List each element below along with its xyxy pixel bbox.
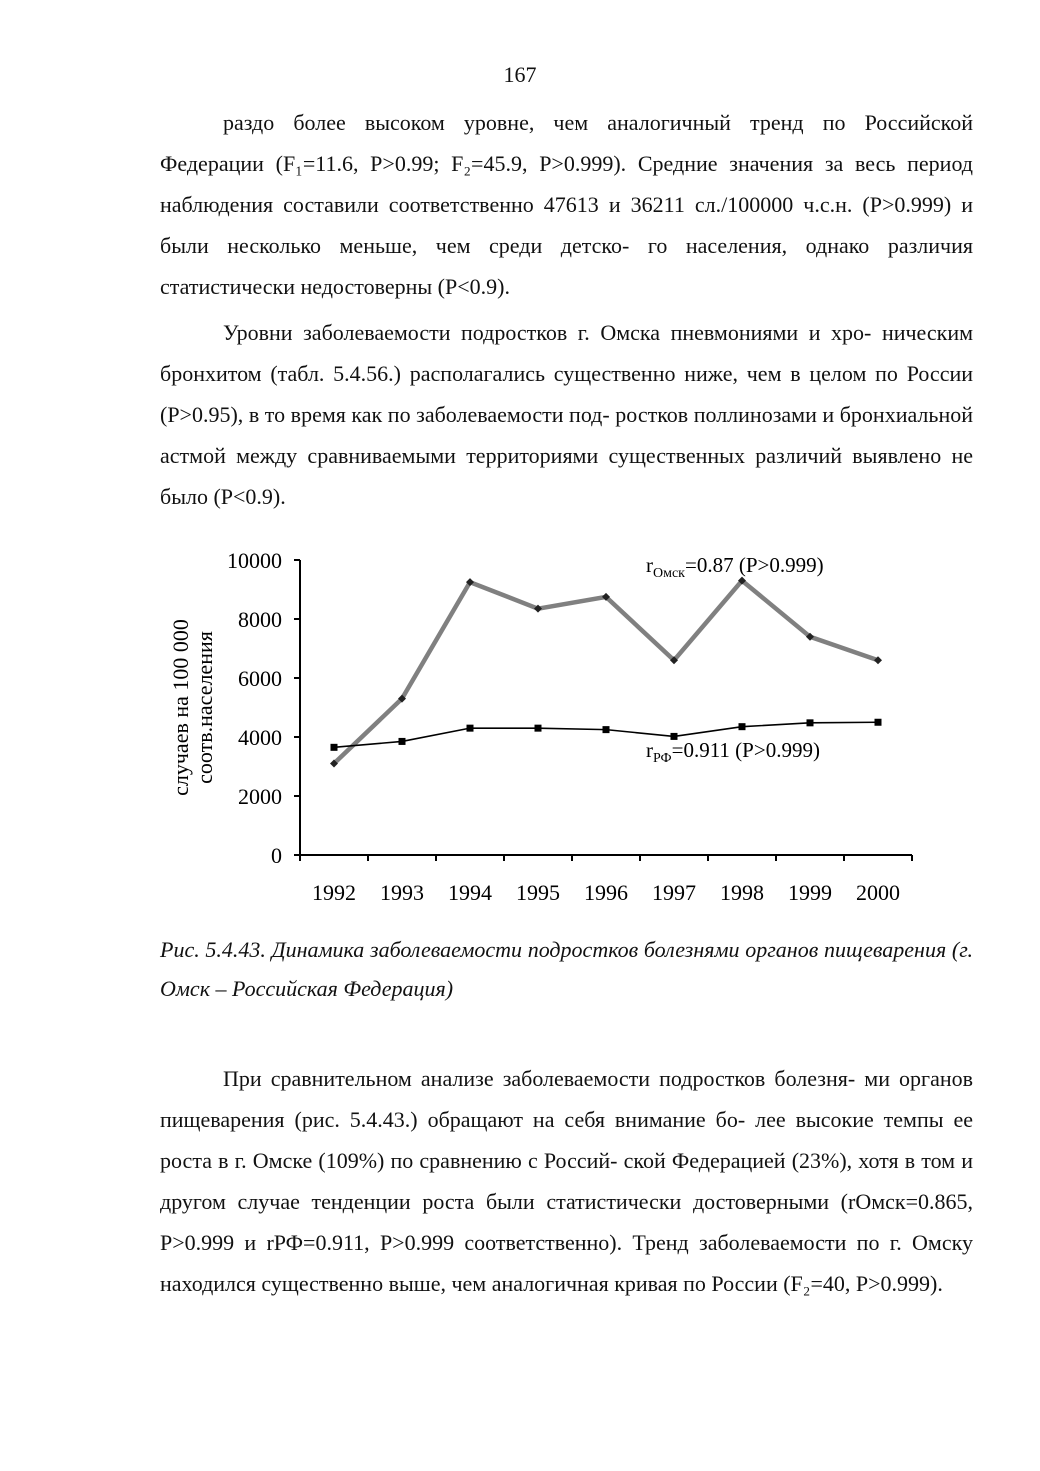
paragraph-1 bbox=[160, 102, 973, 307]
text-line: сл./100000 ч.с.н. (P>0.999) и были несколько меньше, чем среди детско- bbox=[160, 192, 974, 258]
text-line: При сравнительном анализе заболеваемости подростков болезня- bbox=[223, 1066, 856, 1091]
text-line: го населения, однако различия статистически недостоверны (P<0.9). bbox=[160, 233, 974, 299]
correlation-annotation: $r_{Омск}=0.87$ (P>0.999) bbox=[646, 553, 824, 581]
text-line: чем в целом по России (P>0.95), в то время как по заболеваемости под- bbox=[160, 361, 974, 427]
data-point-rf bbox=[739, 723, 746, 730]
x-tick-label: 1999 bbox=[788, 880, 832, 905]
line-chart bbox=[160, 540, 973, 920]
text-line: территориями существенных различий выявлено не было (P<0.9). bbox=[160, 443, 973, 509]
text-line: ми органов пищеварения (рис. 5.4.43.) обращают на себя внимание бо- bbox=[160, 1066, 974, 1132]
data-point-rf bbox=[467, 725, 474, 732]
data-point-rf bbox=[331, 744, 338, 751]
y-axis-label: соотв.населения bbox=[192, 631, 217, 784]
text-line: ской Федерацией (23%), хотя в том и другом случае тенденции роста bbox=[160, 1148, 973, 1214]
y-tick-label: 8000 bbox=[238, 607, 282, 632]
x-tick-label: 1997 bbox=[652, 880, 696, 905]
y-tick-label: 2000 bbox=[238, 784, 282, 809]
figure-chart bbox=[160, 540, 973, 920]
x-tick-label: 1995 bbox=[516, 880, 560, 905]
text-line: раздо более высоком уровне, чем аналогичный тренд по Российской bbox=[223, 110, 973, 135]
text-line: были статистически достоверными (rОмск=0.865, P>0.999 и rРФ=0.911, bbox=[160, 1189, 974, 1255]
data-point-rf bbox=[535, 725, 542, 732]
x-tick-label: 1993 bbox=[380, 880, 424, 905]
text-line: ническим бронхитом (табл. 5.4.56.) располагались существенно ниже, bbox=[160, 320, 974, 386]
text-line: ростков поллинозами и бронхиальной астмой между сравниваемыми bbox=[160, 402, 973, 468]
y-tick-label: 6000 bbox=[238, 666, 282, 691]
x-tick-label: 1994 bbox=[448, 880, 492, 905]
data-point-rf bbox=[603, 726, 610, 733]
x-tick-label: 1998 bbox=[720, 880, 764, 905]
x-tick-label: 2000 bbox=[856, 880, 900, 905]
paragraph-2 bbox=[160, 312, 973, 517]
paragraph-3 bbox=[160, 1058, 973, 1304]
y-axis-label: случаев на 100 000 bbox=[168, 619, 193, 796]
text-line: весь период наблюдения составили соответственно 47613 и 36211 bbox=[160, 151, 973, 217]
text-line: Рис. 5.4.43. Динамика заболеваемости подростков болезнями органов bbox=[160, 937, 819, 962]
y-tick-label: 0 bbox=[271, 843, 282, 868]
x-tick-label: 1992 bbox=[312, 880, 356, 905]
data-point-rf bbox=[875, 719, 882, 726]
series-line-omsk bbox=[334, 581, 878, 764]
page-number: 167 bbox=[503, 62, 537, 87]
data-point-rf bbox=[399, 738, 406, 745]
correlation-annotation: $r_{РФ}=0.911$ (P>0.999) bbox=[646, 738, 820, 766]
x-tick-label: 1996 bbox=[584, 880, 628, 905]
data-point-rf bbox=[807, 719, 814, 726]
text-line: лее высокие темпы ее роста в г. Омске (109%) по сравнению с Россий- bbox=[160, 1107, 974, 1173]
figure-caption bbox=[160, 930, 973, 1008]
text-line: Федерации (F₁=11.6, P>0.99; F₂=45.9, P>0.999). Средние значения за bbox=[160, 151, 844, 176]
text-line: Уровни заболеваемости подростков г. Омска пневмониями и хро- bbox=[223, 320, 872, 345]
text-line: пищеварения (г. Омск – Российская Федерация) bbox=[160, 937, 974, 1001]
y-tick-label: 10000 bbox=[227, 548, 282, 573]
text-line: P>0.999 соответственно). Тренд заболеваемости по г. Омску находился bbox=[160, 1230, 973, 1296]
y-tick-label: 4000 bbox=[238, 725, 282, 750]
text-line: существенно выше, чем аналогичная кривая по России (F₂=40, P>0.999). bbox=[261, 1271, 943, 1296]
